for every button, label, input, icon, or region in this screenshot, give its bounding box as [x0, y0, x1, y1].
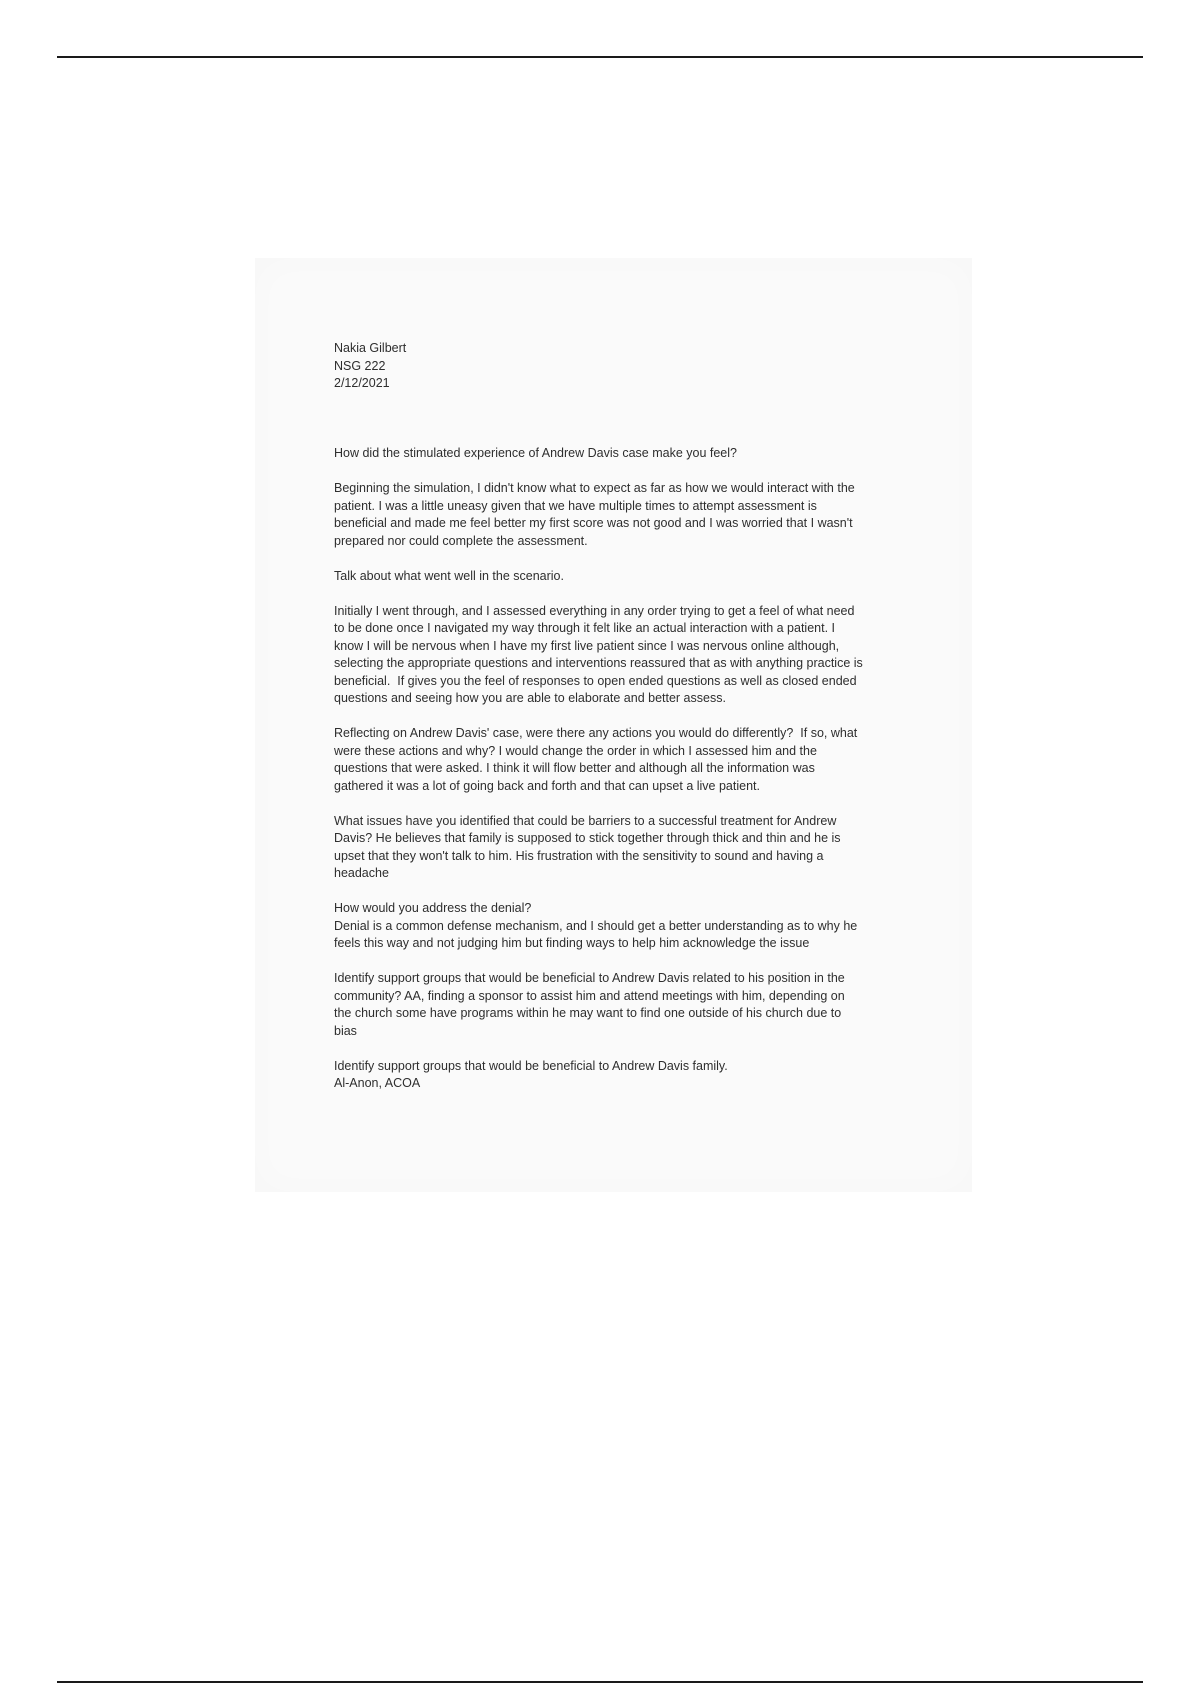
page-header-rule — [57, 56, 1143, 58]
text-line: What issues have you identified that could be barriers to a successful treatment for Andrew — [334, 813, 837, 828]
text-line: patient. I was a little uneasy given that we have multiple times to attempt assessment is — [334, 498, 817, 513]
page-footer-rule — [57, 1681, 1143, 1683]
text-line: community? AA, finding a sponsor to assist him and attend meetings with him, depending on — [334, 988, 845, 1003]
text-line: beneficial and made me feel better my first score was not good and I was worried that I wasn't — [334, 516, 853, 530]
text-line: gathered it was a lot of going back and forth and that can upset a live patient. — [334, 778, 760, 793]
denial-paragraph — [334, 900, 863, 953]
document-text — [334, 340, 863, 1110]
reflection-paragraph — [334, 725, 863, 795]
community-support-paragraph — [334, 970, 863, 1040]
text-line: bias — [334, 1023, 357, 1038]
family-support-paragraph — [334, 1058, 863, 1093]
text-line: How did the stimulated experience of Andrew Davis case make you feel? — [334, 446, 737, 460]
text-line: Al-Anon, ACOA — [334, 1076, 421, 1090]
answer-feelings — [334, 480, 863, 550]
text-line: Reflecting on Andrew Davis' case, were there any actions you would do differently? If so, what — [334, 726, 858, 740]
course-code: NSG 222 — [334, 358, 386, 373]
text-line: selecting the appropriate questions and interventions reassured that as with anything practice is — [334, 656, 863, 670]
text-line: know I will be nervous when I have my first live patient since I was nervous online although, — [334, 638, 840, 653]
text-line: prepared nor could complete the assessment. — [334, 533, 588, 548]
text-line: to be done once I navigated my way through it felt like an actual interaction with a patient. I — [334, 621, 835, 635]
text-line: headache — [334, 866, 389, 880]
text-line: the church some have programs within he may want to find one outside of his church due to — [334, 1006, 842, 1020]
text-line: Talk about what went well in the scenario. — [334, 568, 564, 583]
text-line: were these actions and why? I would change the order in which I assessed him and the — [334, 743, 817, 758]
document-heading — [334, 340, 863, 393]
text-line: upset that they won't talk to him. His frustration with the sensitivity to sound and having a — [334, 848, 824, 863]
text-line: Initially I went through, and I assessed everything in any order trying to get a feel of what need — [334, 603, 855, 618]
question-feelings — [334, 445, 863, 463]
answer-went-well — [334, 603, 863, 708]
submission-date: 2/12/2021 — [334, 376, 390, 390]
text-line: Denial is a common defense mechanism, and I should get a better understanding as to why he — [334, 918, 858, 933]
text-line: How would you address the denial? — [334, 901, 532, 915]
text-line: Davis? He believes that family is supposed to stick together through thick and thin and he is — [334, 831, 841, 845]
text-line: beneficial. If gives you the feel of responses to open ended questions as well as closed ended — [334, 673, 857, 688]
text-line: questions and seeing how you are able to elaborate and better assess. — [334, 691, 726, 705]
text-line: Beginning the simulation, I didn't know what to expect as far as how we would interact with the — [334, 481, 855, 495]
text-line: Identify support groups that would be beneficial to Andrew Davis related to his position in the — [334, 971, 845, 985]
author-name: Nakia Gilbert — [334, 341, 407, 355]
question-went-well — [334, 568, 863, 586]
barriers-paragraph — [334, 813, 863, 883]
text-line: Identify support groups that would be beneficial to Andrew Davis family. — [334, 1058, 728, 1073]
text-line: questions that were asked. I think it will flow better and although all the information was — [334, 761, 815, 775]
text-line: feels this way and not judging him but finding ways to help him acknowledge the issue — [334, 936, 810, 950]
